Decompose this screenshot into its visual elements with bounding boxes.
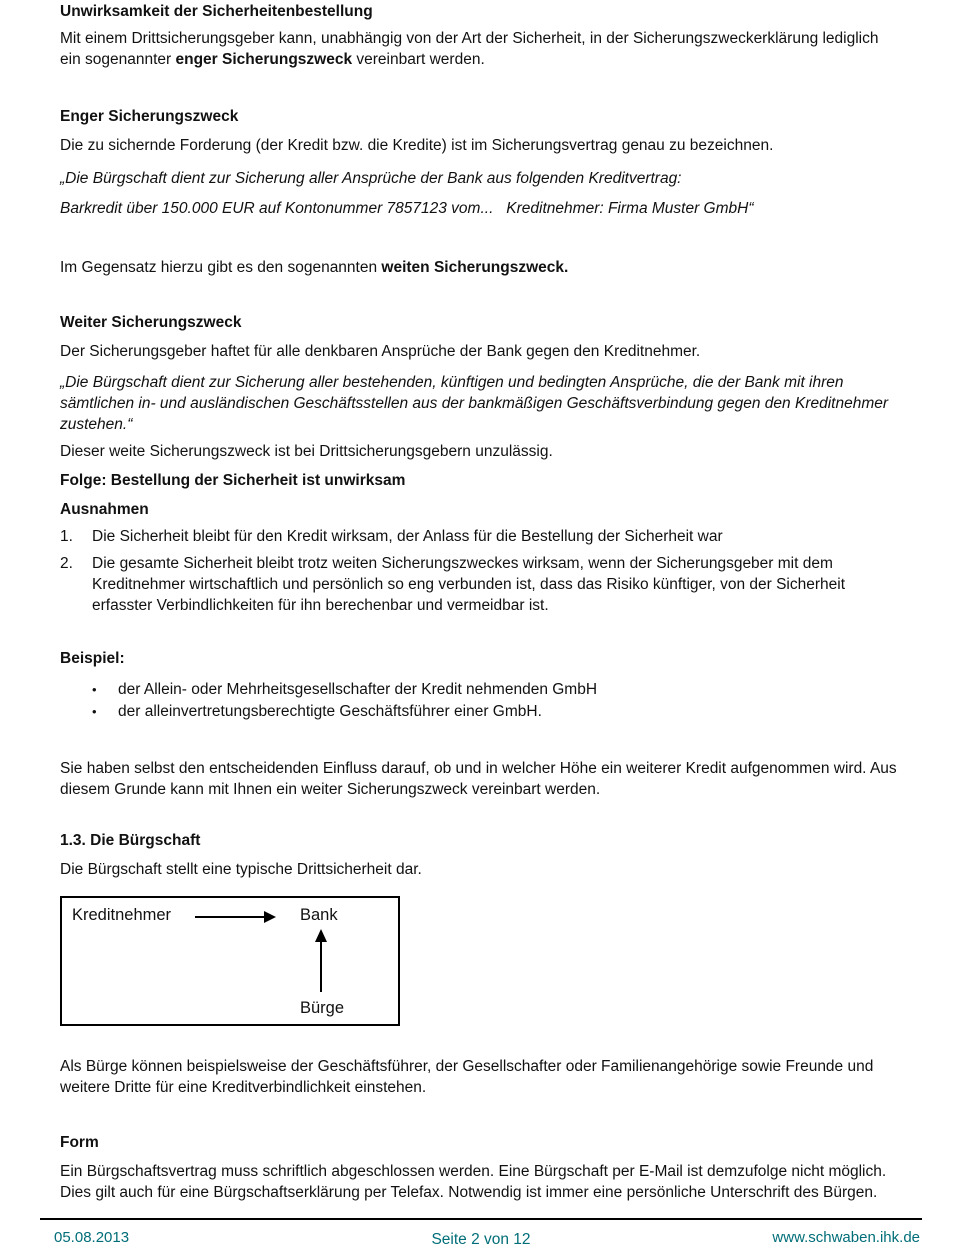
bullet-item [60, 679, 902, 700]
buergschaft-diagram [60, 896, 400, 1026]
diagram-label-buerge: Bürge [300, 999, 345, 1017]
paragraph-conclusion: Sie haben selbst den entscheidenden Einfluss darauf, ob und in welcher Höhe ein weiterer Kredit aufgenommen wird. Aus diesem Grunde kann mit Ihnen ein weiter Sicherungszweck vereinbart werden. [60, 760, 897, 798]
diagram-arrows [62, 898, 398, 1024]
paragraph-folge: Folge: Bestellung der Sicherheit ist unwirksam [60, 472, 406, 489]
footer-page-number: Seite 2 von 12 [431, 1231, 531, 1248]
contrast-text: Im Gegensatz hierzu gibt es den sogenannten [60, 259, 382, 276]
paragraph-after-diagram: Als Bürge können beispielsweise der Geschäftsführer, der Gesellschafter oder Familienangehörige sowie Freunde und weitere Dritte für eine Kreditverbindlichkeit einstehen. [60, 1058, 874, 1096]
contrast-bold-term: weiten Sicherungszweck. [381, 259, 569, 276]
footer-date: 05.08.2013 [54, 1229, 130, 1246]
list-item-ausnahme-2 [60, 553, 902, 616]
bullet-text: der Allein- oder Mehrheitsgesellschafter der Kredit nehmenden GmbH [118, 681, 598, 698]
paragraph-weiter-note: Dieser weite Sicherungszweck ist bei Drittsicherungsgebern unzulässig. [60, 443, 553, 460]
footer-website: www.schwaben.ihk.de [772, 1229, 920, 1246]
intro-bold-term: enger Sicherungszweck [175, 51, 353, 68]
paragraph-intro [60, 28, 902, 70]
bullet-icon [60, 701, 118, 722]
paragraph-contrast [60, 257, 902, 278]
list-number: 2. [60, 555, 73, 572]
quote-enger [60, 168, 902, 219]
list-text: Die Sicherheit bleibt für den Kredit wirksam, der Anlass für die Bestellung der Sicherheit war [92, 528, 723, 545]
quote-enger-line2: Barkredit über 150.000 EUR auf Kontonummer 7857123 vom... Kreditnehmer: Firma Muster GmbH“ [60, 200, 754, 217]
heading-form: Form [60, 1134, 99, 1151]
heading-enger-sicherungszweck: Enger Sicherungszweck [60, 108, 239, 125]
paragraph-form-body: Ein Bürgschaftsvertrag muss schriftlich abgeschlossen werden. Eine Bürgschaft per E-Mail ist demzufolge nicht möglich. Dies gilt auch für eine Bürgschaftserklärung per Telefax. Notwendig ist immer eine persönliche Unterschrift des Bürgen. [60, 1163, 887, 1201]
heading-unwirksamkeit: Unwirksamkeit der Sicherheitenbestellung [60, 3, 373, 20]
list-number: 1. [60, 528, 73, 545]
heading-ausnahmen: Ausnahmen [60, 501, 149, 518]
list-item-ausnahme-1 [60, 526, 902, 547]
page-footer [40, 1218, 922, 1248]
quote-weiter: „Die Bürgschaft dient zur Sicherung aller bestehenden, künftigen und bedingten Ansprüche, die der Bank mit ihren sämtlichen in- und ausländischen Geschäftsstellen aus der bankmäßigen Geschäftsverbindung gegen den Kreditnehmer zustehen.“ [60, 374, 889, 433]
heading-buergschaft: 1.3. Die Bürgschaft [60, 832, 201, 849]
paragraph-weiter-body: Der Sicherungsgeber haftet für alle denkbaren Ansprüche der Bank gegen den Kreditnehmer. [60, 343, 701, 360]
quote-enger-line1: „Die Bürgschaft dient zur Sicherung aller Ansprüche der Bank aus folgenden Kreditvertrag: [60, 170, 682, 187]
paragraph-enger-body: Die zu sichernde Forderung (der Kredit bzw. die Kredite) ist im Sicherungsvertrag genau zu bezeichnen. [60, 137, 774, 154]
bullet-text: der alleinvertretungsberechtigte Geschäftsführer einer GmbH. [118, 703, 542, 720]
intro-text-2: vereinbart werden. [352, 51, 485, 68]
bullet-list-beispiele [60, 679, 902, 722]
list-text: Die gesamte Sicherheit bleibt trotz weiten Sicherungszweckes wirksam, wenn der Sicherungsgeber mit dem Kreditnehmer wirtschaftlich und persönlich so eng verbunden ist, dass das Risiko künftiger, von der Sicherheit erfasster Verbindlichkeiten für ihn berechenbar und vermeidbar ist. [92, 555, 846, 614]
bullet-item [60, 701, 902, 722]
intro-text-1: Mit einem Drittsicherungsgeber kann, unabhängig von der Art der Sicherheit, in der Sicherungszweckerklärung lediglich ein sogenannter [60, 30, 879, 68]
bullet-icon [60, 679, 118, 700]
arrow-up-icon [315, 929, 327, 942]
paragraph-buergschaft-body: Die Bürgschaft stellt eine typische Drittsicherheit dar. [60, 861, 422, 878]
arrow-right-icon [264, 911, 276, 923]
diagram-label-kreditnehmer: Kreditnehmer [72, 906, 172, 924]
heading-weiter-sicherungszweck: Weiter Sicherungszweck [60, 314, 242, 331]
diagram-label-bank: Bank [300, 906, 338, 924]
heading-beispiel: Beispiel: [60, 650, 125, 667]
